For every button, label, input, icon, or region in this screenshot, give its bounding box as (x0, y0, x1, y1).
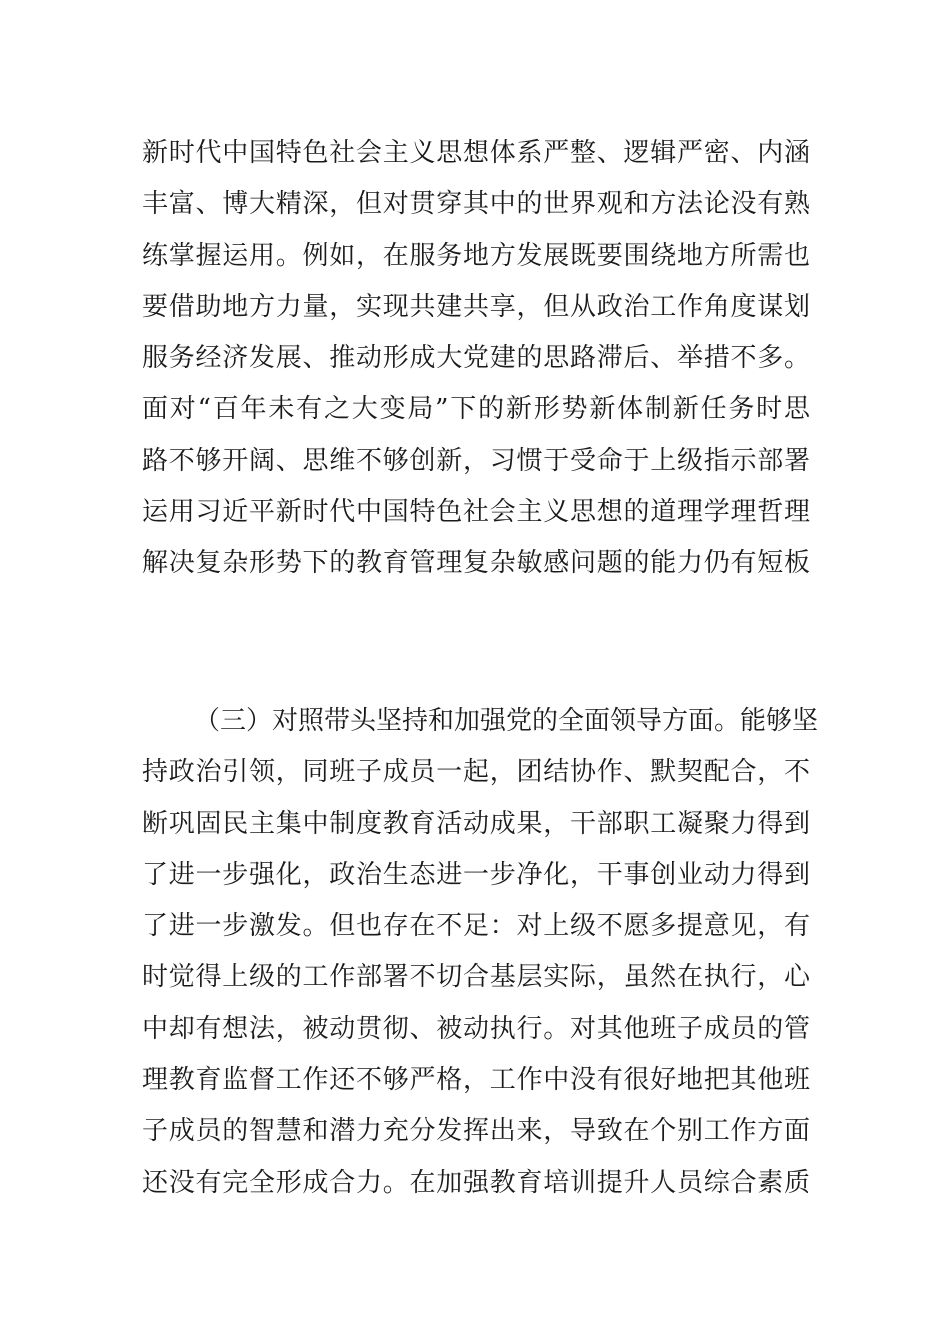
section-heading-line: （三）对照带头坚持和加强党的全面领导方面。能够坚 (194, 706, 819, 736)
text-line: 面对“百年未有之大变局”下的新形势新体制新任务时思 (142, 394, 810, 425)
text-line: 路不够开阔、思维不够创新，习惯于受命于上级指示部署 (142, 445, 810, 476)
paragraph-continued (142, 128, 810, 590)
text-line: 新时代中国特色社会主义思想体系严整、逻辑严密、内涵 (142, 138, 810, 168)
paragraph-section-three (142, 696, 819, 1209)
text-line: 运用习近平新时代中国特色社会主义思想的道理学理哲理 (142, 497, 810, 528)
text-line: 子成员的智慧和潜力充分发挥出来，导致在个别工作方面 (142, 1116, 810, 1147)
text-line: 解决复杂形势下的教育管理复杂敏感问题的能力仍有短板 (142, 548, 810, 579)
text-line: 了进一步激发。但也存在不足：对上级不愿多提意见，有 (142, 911, 810, 942)
text-line: 练掌握运用。例如，在服务地方发展既要围绕地方所需也 (142, 240, 810, 271)
text-line: 断巩固民主集中制度教育活动成果，干部职工凝聚力得到 (142, 808, 810, 839)
text-line: 中却有想法，被动贯彻、被动执行。对其他班子成员的管 (142, 1013, 810, 1044)
text-line: 了进一步强化，政治生态进一步净化，干事创业动力得到 (142, 859, 810, 890)
text-line: 时觉得上级的工作部署不切合基层实际，虽然在执行，心 (142, 962, 810, 993)
text-line: 要借助地方力量，实现共建共享，但从政治工作角度谋划 (142, 291, 810, 322)
text-line: 服务经济发展、推动形成大党建的思路滞后、举措不多。 (142, 343, 810, 374)
text-line: 丰富、博大精深，但对贯穿其中的世界观和方法论没有熟 (142, 189, 810, 220)
text-line: 理教育监督工作还不够严格，工作中没有很好地把其他班 (142, 1065, 810, 1096)
text-line: 持政治引领，同班子成员一起，团结协作、默契配合，不 (142, 757, 810, 788)
text-line: 还没有完全形成合力。在加强教育培训提升人员综合素质 (142, 1167, 810, 1198)
